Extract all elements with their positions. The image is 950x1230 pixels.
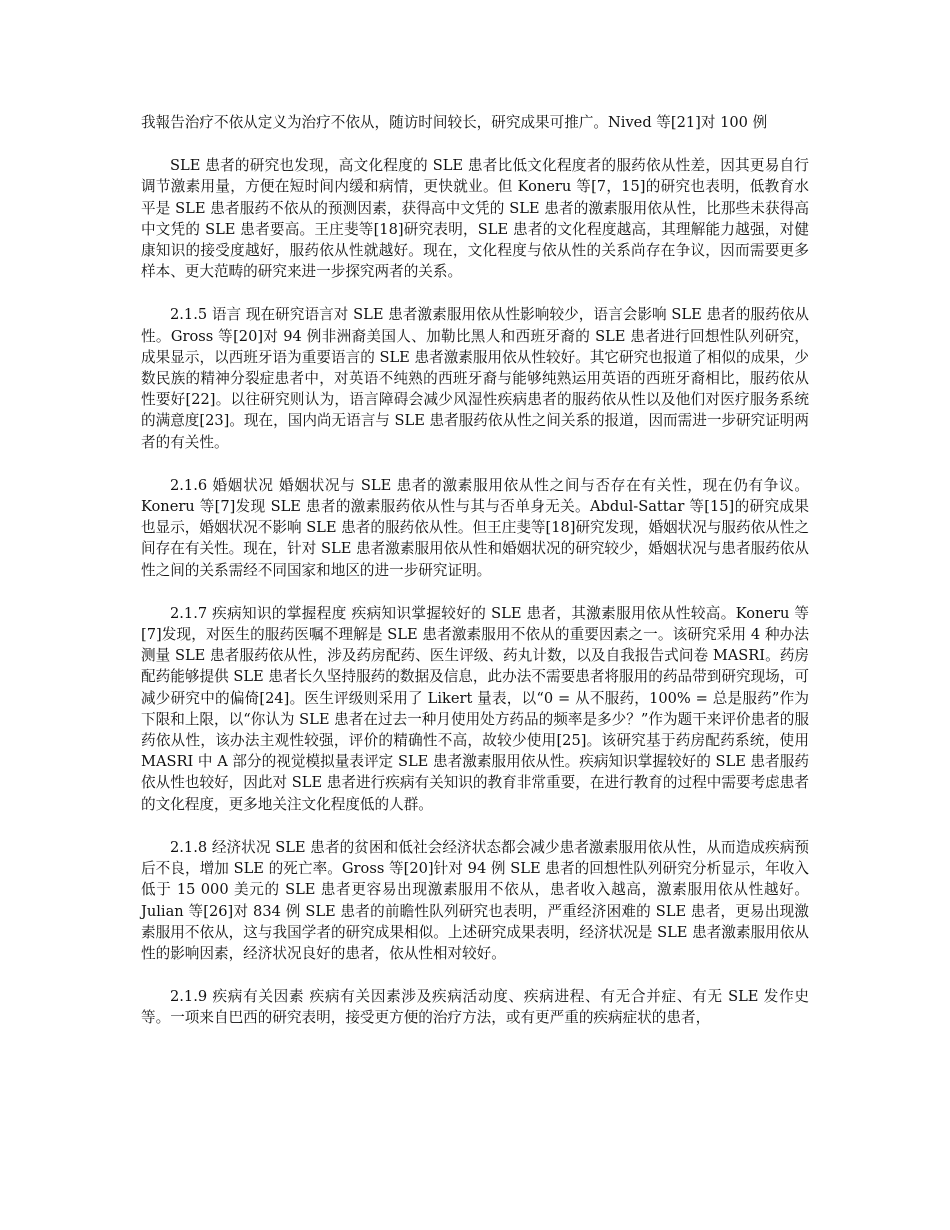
paragraph-disease-knowledge: 2.1.7 疾病知识的掌握程度 疾病知识掌握较好的 SLE 患者，其激素服用依从性较高。Koneru 等[7]发现，对医生的服药医嘱不理解是 SLE 患者激素服用不依从的重要因素之一。该研究采用 4 种办法测量 SLE 患者服药依从性，涉及药房配药、医生评级、药丸计数，以及自我报告式问卷 MASRI。药房配药能够提供 SLE 患者长久坚持服药的数据及信息，此办法不需要患者将服用的药品带到研究现场，可减少研究中的偏倚[24]。医生评级则采用了 Likert 量表，以“0 = 从不服药，100% = 总是服药”作为下限和上限，以“你认为 SLE 患者在过去一种月使用处方药品的频率是多少？”作为题干来评价患者的服药依从性，该办法主观性较强，评价的精确性不高，故较少使用[25]。该研究基于药房配药系统，使用 MASRI 中 A 部分的视觉模拟量表评定 SLE 患者激素服用依从性。疾病知识掌握较好的 SLE 患者服药依从性也较好，因此对 SLE 患者进行疾病有关知识的教育非常重要，在进行教育的过程中需要考虑患者的文化程度，更多地关注文化程度低的人群。	[141, 604, 809, 813]
paragraph-disease-factors: 2.1.9 疾病有关因素 疾病有关因素涉及疾病活动度、疾病进程、有无合并症、有无 SLE 发作史等。一项来自巴西的研究表明，接受更方便的治疗方法，或有更严重的疾病症状的患者，	[141, 988, 809, 1027]
paragraph-marital-status: 2.1.6 婚姻状况 婚姻状况与 SLE 患者的激素服用依从性之间与否存在有关性，现在仍有争议。Koneru 等[7]发现 SLE 患者的激素服药依从性与其与否单身无关。Abdul-Sattar 等[15]的研究成果也显示，婚姻状况不影响 SLE 患者的服药依从性。但王庄斐等[18]研究发现，婚姻状况与服药依从性之间存在有关性。现在，针对 SLE 患者激素服用依从性和婚姻状况的研究较少，婚姻状况与患者服药依从性之间的关系需经不同国家和地区的进一步研究证明。	[141, 476, 809, 579]
paragraph-economic-status: 2.1.8 经济状况 SLE 患者的贫困和低社会经济状态都会减少患者激素服用依从性，从而造成疾病预后不良，增加 SLE 的死亡率。Gross 等[20]针对 94 例 SLE 患者的回想性队列研究分析显示，年收入低于 15 000 美元的 SLE 患者更容易出现激素服用不依从，患者收入越高，激素服用依从性越好。Julian 等[26]对 834 例 SLE 患者的前瞻性队列研究也表明，严重经济困难的 SLE 患者，更易出现激素服用不依从，这与我国学者的研究成果相似。上述研究成果表明，经济状况是 SLE 患者激素服用依从性的影响因素，经济状况良好的患者，依从性相对较好。	[141, 838, 809, 962]
paragraph-continued: 我報告治疗不依从定义为治疗不依从，随访时间较长，研究成果可推广。Nived 等[21]对 100 例	[141, 114, 768, 131]
paragraph-language: 2.1.5 语言 现在研究语言对 SLE 患者激素服用依从性影响较少，语言会影响 SLE 患者的服药依从性。Gross 等[20]对 94 例非洲裔美国人、加勒比黑人和西班牙裔的 SLE 患者进行回想性队列研究，成果显示，以西班牙语为重要语言的 SLE 患者激素服用依从性较好。其它研究也报道了相似的成果，少数民族的精神分裂症患者中，对英语不纯熟的西班牙裔与能够纯熟运用英语的西班牙裔相比，服药依从性要好[22]。以往研究则认为，语言障碍会减少风湿性疾病患者的服药依从性以及他们对医疗服务系统的满意度[23]。现在，国内尚无语言与 SLE 患者服药依从性之间关系的报道，因而需进一步研究证明两者的有关性。	[141, 306, 809, 451]
document-page	[141, 112, 809, 1029]
paragraph-education-level: SLE 患者的研究也发现，高文化程度的 SLE 患者比低文化程度者的服药依从性差，因其更易自行调节激素用量，方便在短时间内缓和病情，更快就业。但 Koneru 等[7，15]的研究也表明，低教育水平是 SLE 患者服药不依从的预测因素，获得高中文凭的 SLE 患者的激素服用依从性，比那些未获得高中文凭的 SLE 患者要高。王庄斐等[18]研究表明，SLE 患者的文化程度越高，其理解能力越强，对健康知识的接受度越好，服药依从性就越好。现在，文化程度与依从性的关系尚存在争议，因而需要更多样本、更大范畴的研究来进一步探究两者的关系。	[141, 157, 809, 281]
